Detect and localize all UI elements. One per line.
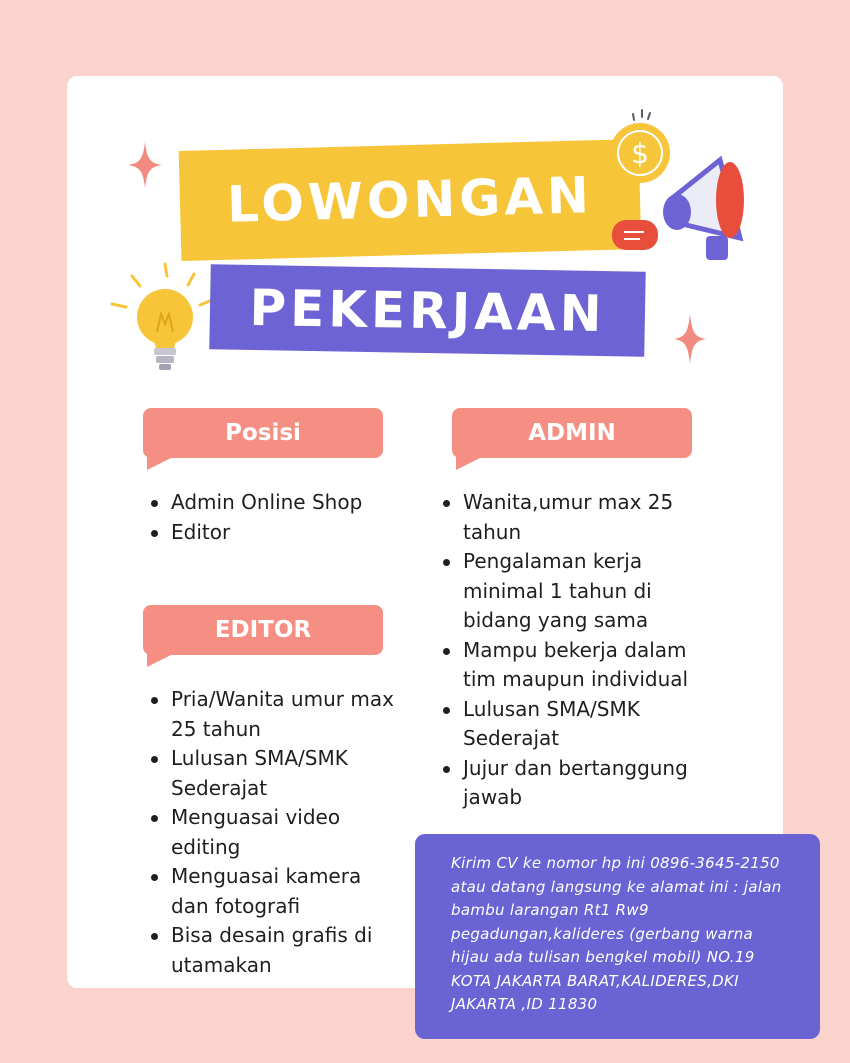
list-item: Lulusan SMA/SMK Sederajat <box>437 695 712 754</box>
sparkle-icon <box>128 142 162 188</box>
editor-list <box>145 685 395 980</box>
contact-text: Kirim CV ke nomor hp ini 0896-3645-2150 atau datang langsung ke alamat ini : jalan bambu larangan Rt1 Rw9 pegadungan,kalideres (gerbang warna hijau ada tulisan bengkel mobil) NO.19 KOTA JAKARTA BARAT,KALIDERES,DKI JAKARTA ,ID 11830 <box>451 854 782 1013</box>
list-item: Menguasai kamera dan fotografi <box>145 862 395 921</box>
list-item: Wanita,umur max 25 tahun <box>437 488 712 547</box>
megaphone-coin-icon <box>600 108 765 268</box>
posisi-list <box>145 488 395 547</box>
headline-pekerjaan: PEKERJAAN <box>209 264 645 357</box>
list-item: Editor <box>145 518 395 548</box>
posisi-label: Posisi <box>143 408 383 458</box>
list-item: Admin Online Shop <box>145 488 395 518</box>
contact-info-box <box>415 834 820 1039</box>
admin-list <box>437 488 712 813</box>
headline-lowongan: LOWONGAN <box>179 139 642 261</box>
light-bulb-icon <box>110 262 225 374</box>
list-item: Jujur dan bertanggung jawab <box>437 754 712 813</box>
list-item: Mampu bekerja dalam tim maupun individual <box>437 636 712 695</box>
admin-label: ADMIN <box>452 408 692 458</box>
list-item: Lulusan SMA/SMK Sederajat <box>145 744 395 803</box>
editor-label: EDITOR <box>143 605 383 655</box>
list-item: Pria/Wanita umur max 25 tahun <box>145 685 395 744</box>
sparkle-icon <box>674 314 706 364</box>
list-item: Bisa desain grafis di utamakan <box>145 921 395 980</box>
list-item: Pengalaman kerja minimal 1 tahun di bidang yang sama <box>437 547 712 636</box>
svg-text:$: $ <box>631 137 649 170</box>
list-item: Menguasai video editing <box>145 803 395 862</box>
